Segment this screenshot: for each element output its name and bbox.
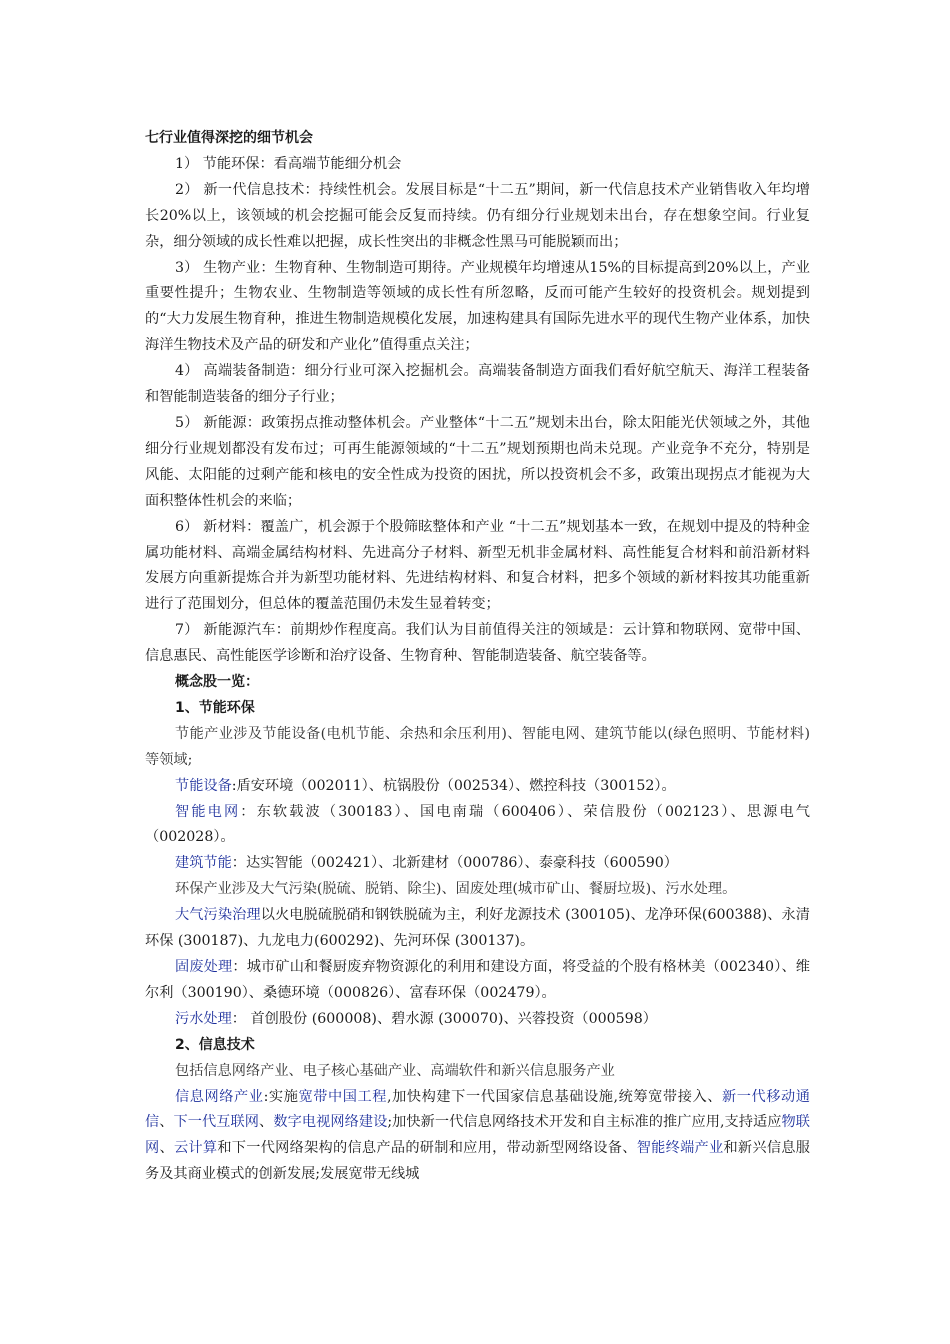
smart-grid-paragraph xyxy=(145,800,810,852)
network-text-7: 和下一代网络架构的信息产品的研制和应用，带动新型网络设备、 xyxy=(217,1140,637,1157)
section1-heading: 1、节能环保 xyxy=(175,699,255,716)
next-internet-link: 下一代互联网 xyxy=(173,1114,260,1131)
network-text-3: 、 xyxy=(159,1114,174,1131)
water-label: 污水处理 xyxy=(175,1010,232,1027)
document-body xyxy=(145,126,810,1188)
item-4: 4） 高端装备制造：细分行业可深入挖掘机会。高端装备制造方面我们看好航空航天、海洋工程装备和智能制造装备的细分子行业； xyxy=(145,363,810,406)
network-text-1: :实施 xyxy=(263,1088,299,1105)
energy-equipment-label: 节能设备 xyxy=(175,777,232,794)
building-label: 建筑节能 xyxy=(175,855,232,872)
smart-terminal-link: 智能终端产业 xyxy=(636,1140,724,1157)
section1-intro: 节能产业涉及节能设备(电机节能、余热和余压利用)、智能电网、建筑节能以(绿色照明、节能材料) 等领域; xyxy=(145,725,810,768)
network-paragraph xyxy=(145,1085,810,1189)
smart-grid-label: 智能电网 xyxy=(175,803,241,820)
building-text: ：达实智能（002421）、北新建材（000786）、泰豪科技（600590） xyxy=(231,855,678,872)
section2-heading: 2、信息技术 xyxy=(175,1036,255,1053)
smart-grid-text: ：东软载波（300183）、国电南瑞（600406）、荣信股份（002123）、思源电气（002028）。 xyxy=(145,803,810,846)
env-intro: 环保产业涉及大气污染(脱硫、脱销、除尘)、固废处理(城市矿山、餐厨垃圾)、污水处理。 xyxy=(175,881,737,898)
network-text-4: 、 xyxy=(259,1114,274,1131)
network-label: 信息网络产业 xyxy=(175,1088,264,1105)
item-7: 7） 新能源汽车：前期炒作程度高。我们认为目前值得关注的领域是：云计算和物联网、宽带中国、信息惠民、高性能医学诊断和治疗设备、生物育种、智能制造装备、航空装备等。 xyxy=(145,622,810,665)
building-paragraph xyxy=(145,851,810,877)
digital-tv-link: 数字电视网络建设 xyxy=(273,1114,388,1131)
water-text: ： 首创股份 (600008)、碧水源 (300070)、兴蓉投资（000598） xyxy=(231,1010,657,1027)
network-text-2: ,加快构建下一代国家信息基础设施,统筹宽带接入、 xyxy=(387,1088,722,1105)
energy-equipment-text: :盾安环境（002011）、杭锅股份（002534）、燃控科技（300152）。 xyxy=(231,777,676,794)
concept-heading: 概念股一览： xyxy=(175,674,259,691)
cloud-link: 云计算 xyxy=(173,1140,218,1157)
network-text-8: 和新兴信息服务及其商业模式的创新发展;发展宽带无线城 xyxy=(145,1140,810,1183)
energy-equipment-paragraph xyxy=(145,774,810,800)
network-text-5: ;加快新一代信息网络技术开发和自主标准的推广应用,支持适应 xyxy=(387,1114,782,1131)
mobile-comm-link: 新一代移动通信 xyxy=(145,1088,810,1131)
solid-paragraph xyxy=(145,955,810,1007)
item-6: 6） 新材料：覆盖广，机会源于个股筛眩整体和产业 “十二五”规划基本一致，在规划中提及的特种金属功能材料、高端金属结构材料、先进高分子材料、新型无机非金属材料、高性能复合材料和前沿新材料发展方向重新提炼合并为新型功能材料、先进结构材料、和复合材料，把多个领域的新材料按其功能重新进行了范围划分，但总体的覆盖范围仍未发生显着转变； xyxy=(145,518,810,613)
water-paragraph xyxy=(145,1007,810,1033)
iot-link: 物联网 xyxy=(145,1114,810,1157)
item-2: 2） 新一代信息技术：持续性机会。发展目标是“十二五”期间，新一代信息技术产业销售收入年均增长20%以上，该领域的机会挖掘可能会反复而持续。仍有细分行业规划未出台，存在想象空间。行业复杂，细分领域的成长性难以把握，成长性突出的非概念性黑马可能脱颖而出； xyxy=(145,181,810,250)
section2-intro: 包括信息网络产业、电子核心基础产业、高端软件和新兴信息服务产业 xyxy=(175,1062,615,1079)
item-5: 5） 新能源：政策拐点推动整体机会。产业整体“十二五”规划未出台，除太阳能光伏领域之外，其他细分行业规划都没有发布过；可再生能源领域的“十二五”规划预期也尚未兑现。产业竞争不充分，特别是风能、太阳能的过剩产能和核电的安全性成为投资的困扰，所以投资机会不多，政策出现拐点才能视为大面积整体性机会的来临； xyxy=(145,414,810,509)
air-paragraph xyxy=(145,903,810,955)
page-title: 七行业值得深挖的细节机会 xyxy=(145,130,313,146)
air-text: 以火电脱硫脱硝和钢铁脱硫为主，利好龙源技术 (300105)、龙净环保(600388)、永清环保 (300187)、九龙电力(600292)、先河环保 (300137)。 xyxy=(145,907,810,950)
solid-label: 固废处理 xyxy=(175,959,233,975)
air-label: 大气污染治理 xyxy=(175,907,261,924)
broadband-china-link: 宽带中国工程 xyxy=(298,1088,388,1105)
item-1: 1） 节能环保：看高端节能细分机会 xyxy=(175,155,402,172)
item-3: 3） 生物产业：生物育种、生物制造可期待。产业规模年均增速从15%的目标提高到20%以上，产业重要性提升；生物农业、生物制造等领域的成长性有所忽略，反而可能产生较好的投资机会。规划提到的“大力发展生物育种，推进生物制造规模化发展，加速构建具有国际先进水平的现代生物产业体系，加快海洋生物技术及产品的研发和产业化”值得重点关注； xyxy=(145,259,810,354)
network-text-6: 、 xyxy=(159,1140,174,1157)
solid-text: ：城市矿山和餐厨废弃物资源化的利用和建设方面，将受益的个股有格林美（002340）、维尔利（300190）、桑德环境（000826）、富春环保（002479）。 xyxy=(145,959,810,1001)
